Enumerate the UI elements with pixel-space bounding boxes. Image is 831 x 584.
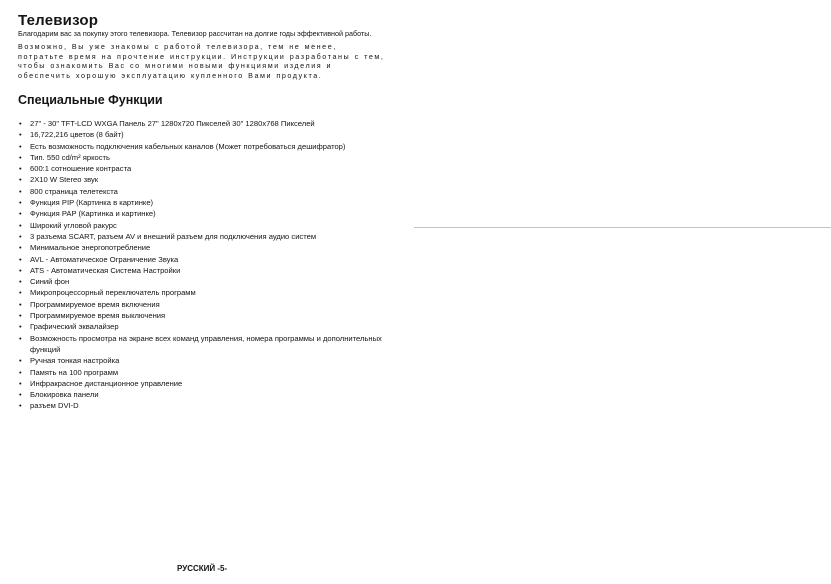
feature-item: • 16,722,216 цветов (8 байт) xyxy=(18,129,398,140)
feature-item: • Память на 100 программ xyxy=(18,367,398,378)
feature-item: • Программируемое время включения xyxy=(18,299,398,310)
feature-item: • Есть возможность подключения кабельных каналов (Может потребоваться дешифратор) xyxy=(18,141,398,152)
intro-paragraph: Благодарим вас за покупку этого телевизора. Телевизор рассчитан на долгие годы эффективной работы. xyxy=(18,29,372,38)
feature-item: • ATS - Автоматическая Система Настройки xyxy=(18,265,398,276)
section-title: Специальные Функции xyxy=(18,93,163,107)
feature-item: • Функция PIP (Картинка в картинке) xyxy=(18,197,398,208)
feature-item: • 600:1 сотношение контраста xyxy=(18,163,398,174)
feature-item: • Синий фон xyxy=(18,276,398,287)
page-title: Телевизор xyxy=(18,12,99,29)
feature-item: • Графический эквалайзер xyxy=(18,321,398,332)
page-footer: РУССКИЙ -5- xyxy=(177,564,228,573)
feature-item: • Широкий угловой ракурс xyxy=(18,220,398,231)
feature-item: • Минимальное энергопотребление xyxy=(18,242,398,253)
feature-item: • Инфракрасное дистанционное управление xyxy=(18,378,398,389)
feature-item: • 27" - 30" TFT-LCD WXGA Панель 27" 1280x720 Пикселей 30" 1280x768 Пикселей xyxy=(18,118,398,129)
divider-line xyxy=(414,227,831,228)
feature-item: • Функция PAP (Картинка и картинке) xyxy=(18,208,398,219)
feature-item: • 800 страница телетекста xyxy=(18,186,398,197)
intro-text xyxy=(18,29,386,84)
feature-item: • Программируемое время выключения xyxy=(18,310,398,321)
intro-paragraph: Возможно, Вы уже знакомы с работой телевизора, тем не менее, потратьте время на прочтение инструкции. Инструкции разработаны с тем, чтобы ознакомить Вас со многими новыми функциями изделия и обеспечить хорошую эксплуатацию купленного Вами продукта. xyxy=(18,42,385,80)
feature-item: • Возможность просмотра на экране всех команд управления, номера программы и дополнительных функций xyxy=(18,333,398,356)
feature-item: • Блокировка панели xyxy=(18,389,398,400)
feature-item: • AVL - Автоматическое Ограничение Звука xyxy=(18,254,398,265)
feature-item: • 2X10 W Stereo звук xyxy=(18,174,398,185)
feature-item: • Тип. 550 cd/m² яркость xyxy=(18,152,398,163)
feature-list xyxy=(18,118,398,412)
feature-item: • разъем DVI-D xyxy=(18,400,398,411)
feature-item: • Микропроцессорный переключатель программ xyxy=(18,287,398,298)
feature-item: • 3 разъема SCART, разъем AV и внешний разъем для подключения аудио систем xyxy=(18,231,398,242)
feature-item: • Ручная тонкая настройка xyxy=(18,355,398,366)
